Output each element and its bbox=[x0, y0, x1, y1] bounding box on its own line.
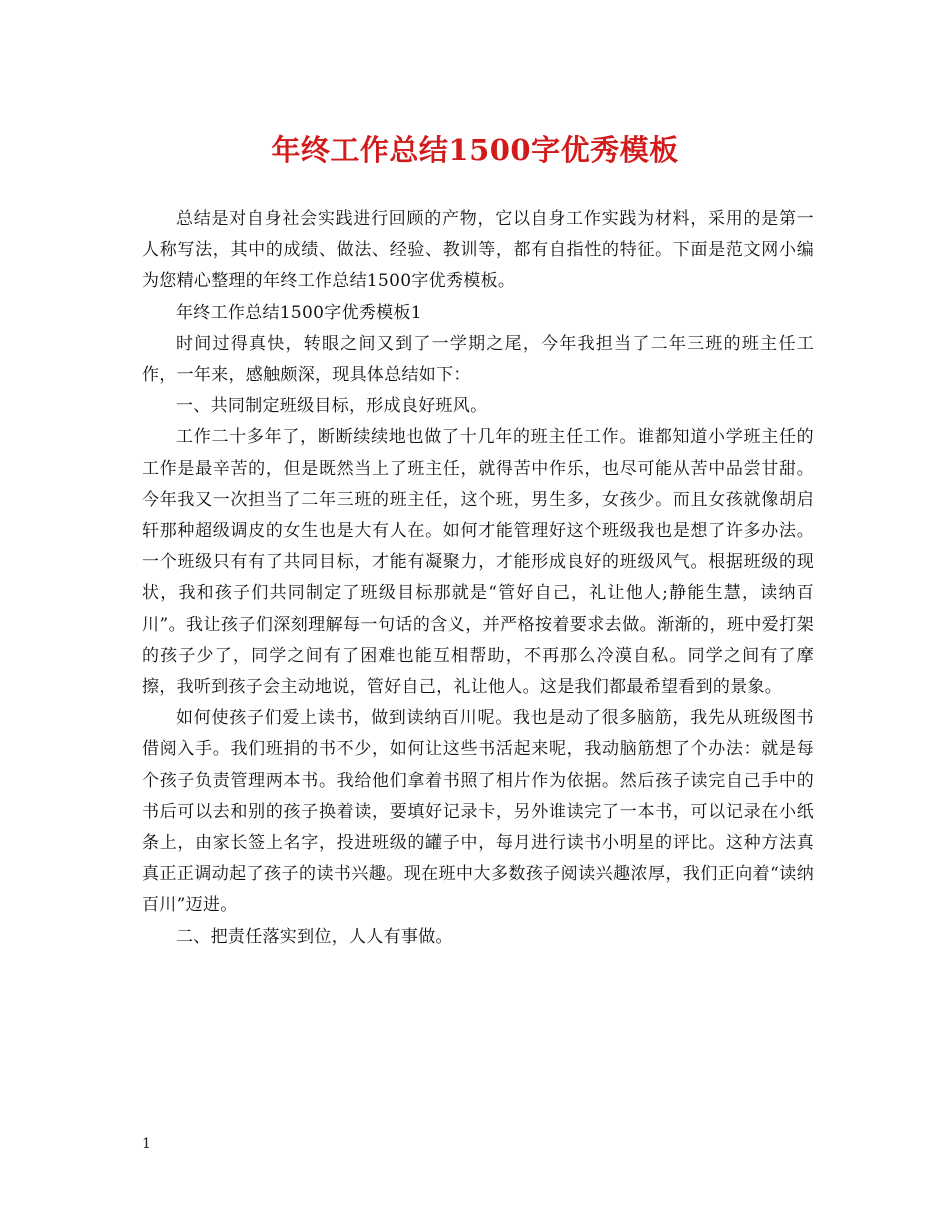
section-heading-1: 一、共同制定班级目标，形成良好班风。 bbox=[176, 396, 488, 417]
section-heading-2: 二、把责任落实到位，人人有事做。 bbox=[176, 926, 453, 947]
document-body bbox=[142, 204, 814, 953]
body-paragraph-reading: 如何使孩子们爱上读书，做到读纳百川呢。我也是动了很多脑筋，我先从班级图书借阅入手。我们班捐的书不少，如何让这些书活起来呢，我动脑筋想了个办法：就是每个孩子负责管理两本书。我给他们拿着书照了相片作为依据。然后孩子读完自己手中的书后可以去和别的孩子换着读，要填好记录卡，另外谁读完了一本书，可以记录在小纸条上，由家长签上名字，投进班级的罐子中，每月进行读书小明星的评比。这种方法真真正正调动起了孩子的读书兴趣。现在班中大多数孩子阅读兴趣浓厚，我们正向着“读纳百川”迈进。 bbox=[142, 708, 814, 916]
intro-paragraph: 总结是对自身社会实践进行回顾的产物，它以自身工作实践为材料，采用的是第一人称写法，其中的成绩、做法、经验、教训等，都有自指性的特征。下面是范文网小编为您精心整理的年终工作总结1500字优秀模板。 bbox=[142, 209, 814, 292]
body-paragraph-class-goals: 工作二十多年了，断断续续地也做了十几年的班主任工作。谁都知道小学班主任的工作是最辛苦的，但是既然当上了班主任，就得苦中作乐，也尽可能从苦中品尝甘甜。今年我又一次担当了二年三班的班主任，这个班，男生多，女孩少。而且女孩就像胡启轩那种超级调皮的女生也是大有人在。如何才能管理好这个班级我也是想了许多办法。一个班级只有有了共同目标，才能有凝聚力，才能形成良好的班级风气。根据班级的现状，我和孩子们共同制定了班级目标那就是“管好自己，礼让他人;静能生慧，读纳百川”。我让孩子们深刻理解每一句话的含义，并严格按着要求去做。渐渐的，班中爱打架的孩子少了，同学之间有了困难也能互相帮助，不再那么冷漠自私。同学之间有了摩擦，我听到孩子会主动地说，管好自己，礼让他人。这是我们都最希望看到的景象。 bbox=[142, 427, 814, 698]
page-number: 1 bbox=[142, 1136, 151, 1152]
section-heading-template-1: 年终工作总结1500字优秀模板1 bbox=[176, 302, 422, 323]
document-title: 年终工作总结1500字优秀模板 bbox=[271, 133, 679, 167]
opening-paragraph: 时间过得真快，转眼之间又到了一学期之尾，今年我担当了二年三班的班主任工作，一年来，感触颇深，现具体总结如下： bbox=[142, 333, 814, 386]
